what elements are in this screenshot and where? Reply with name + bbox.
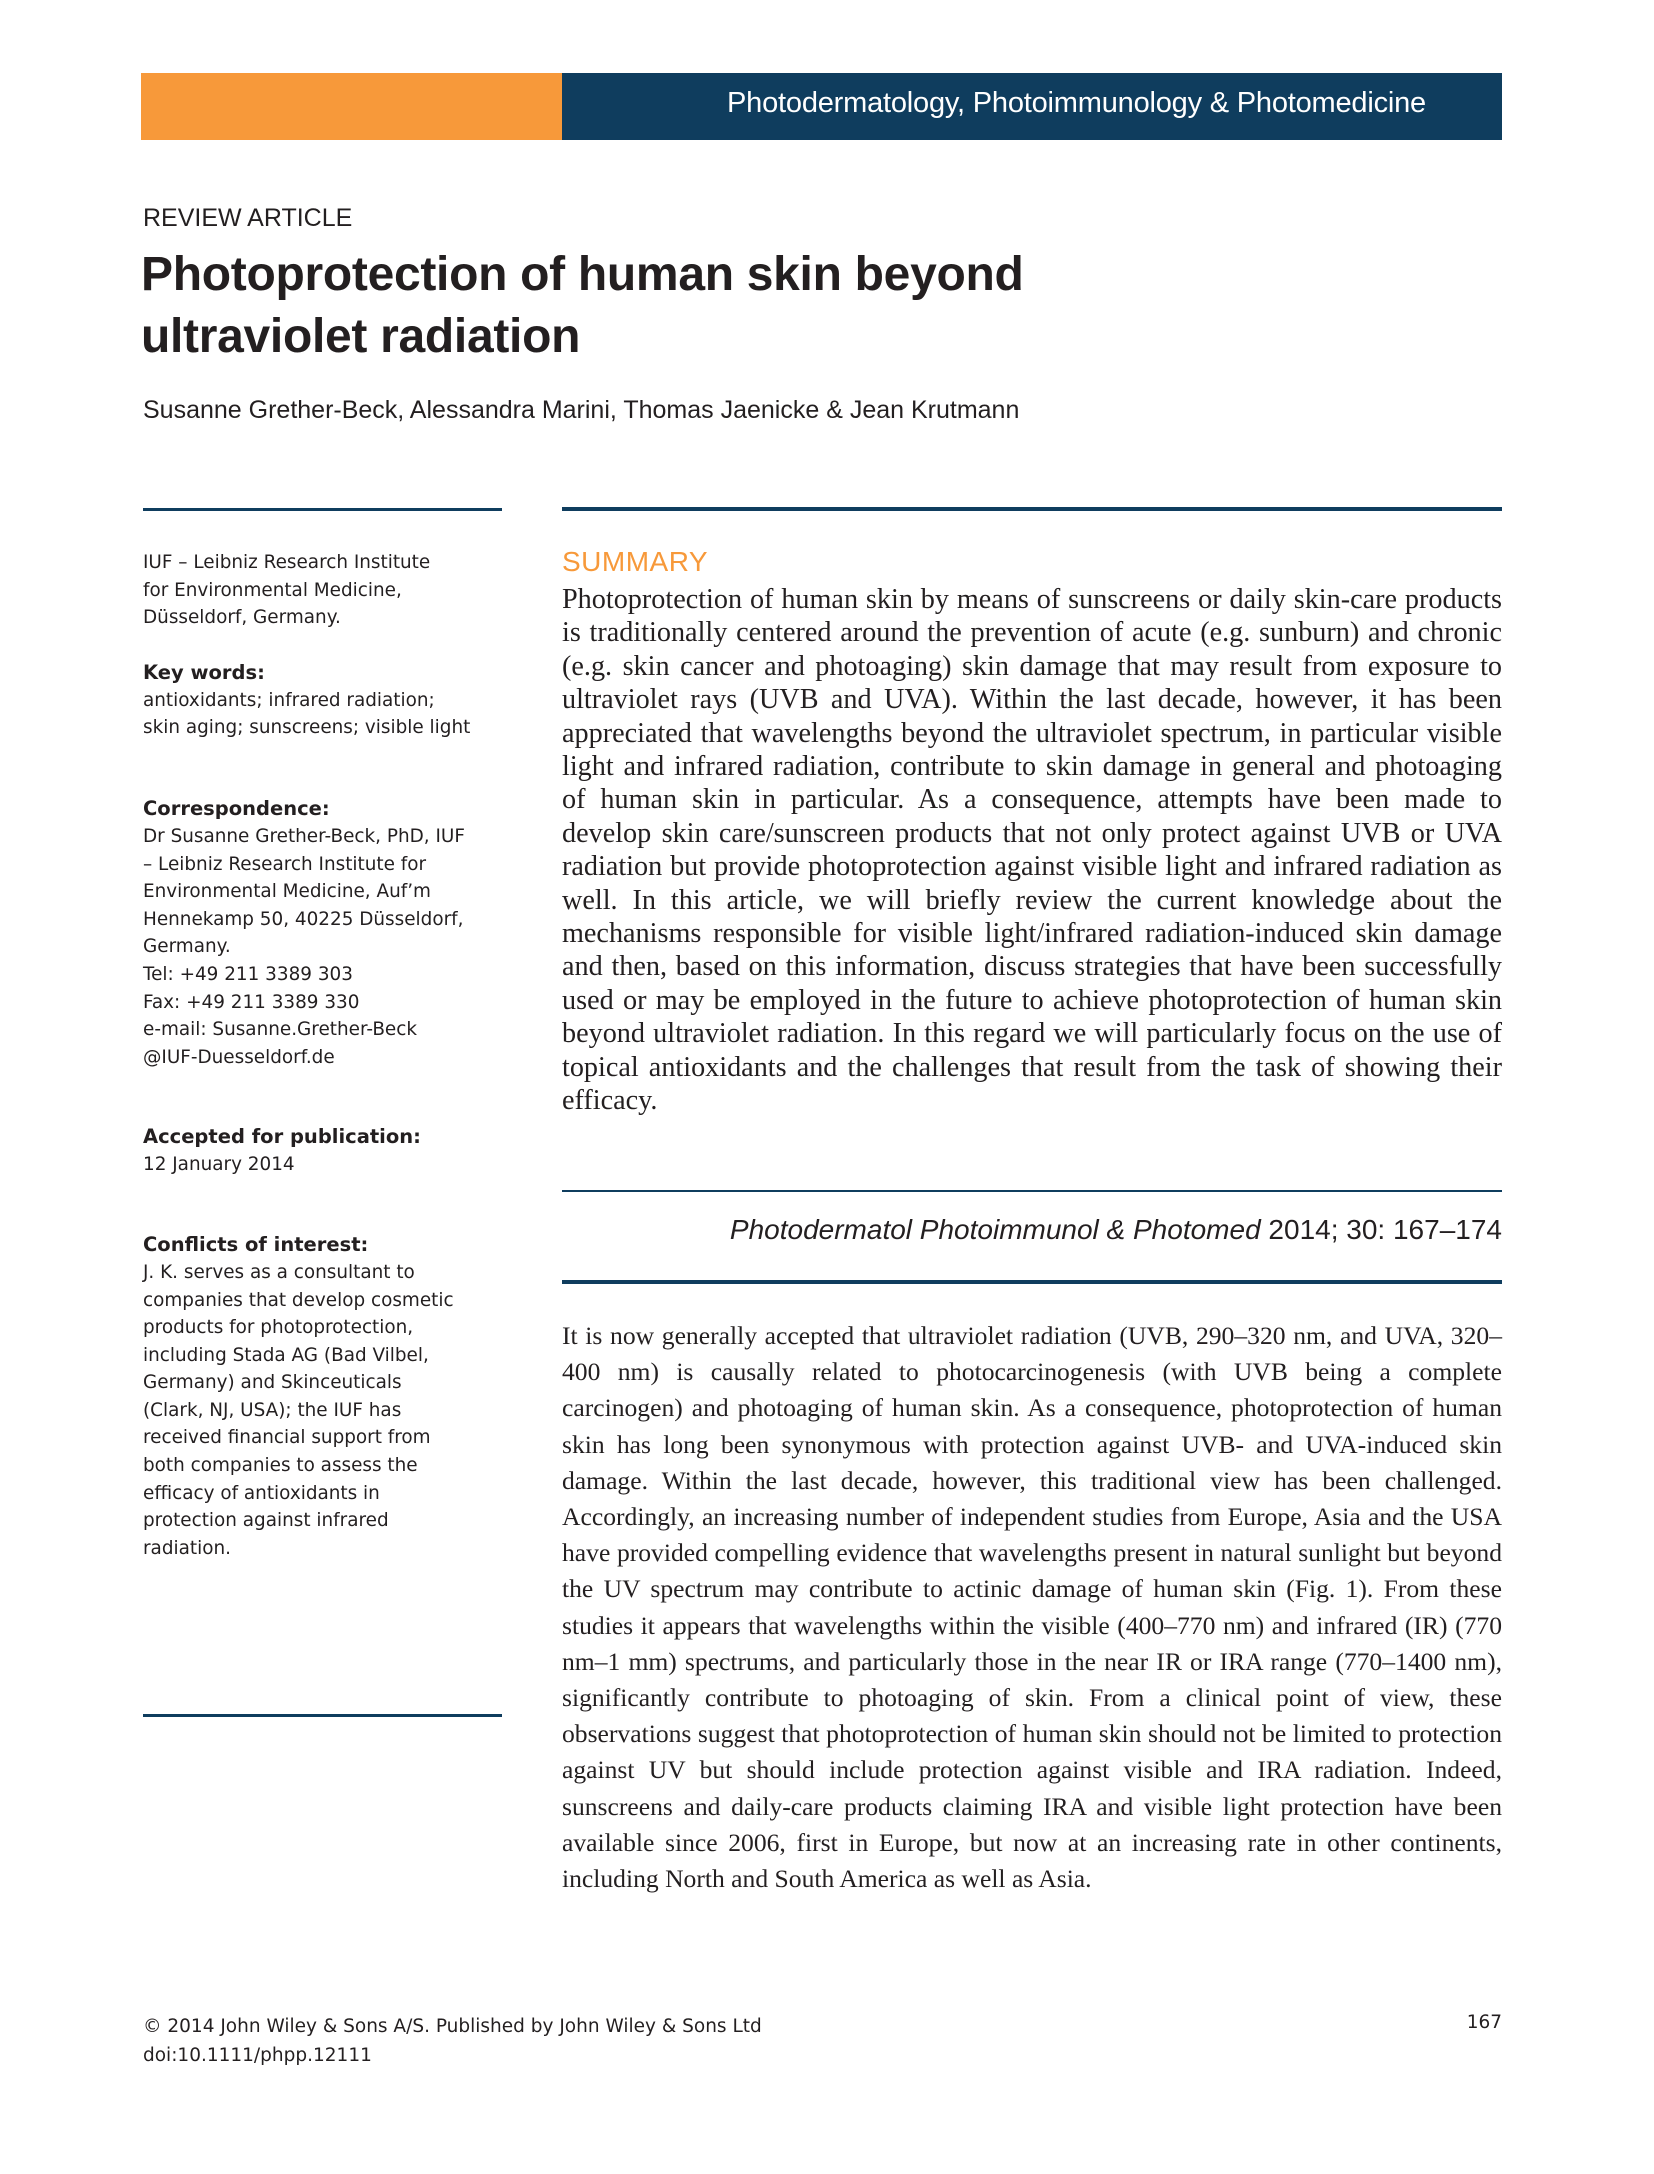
author-list: Susanne Grether-Beck, Alessandra Marini, Thomas Jaenicke & Jean Krutmann (143, 396, 1020, 424)
affiliation-line: IUF – Leibniz Research Institute (143, 552, 431, 573)
keywords-section (143, 659, 508, 742)
conflicts-line: products for photoprotection, (143, 1317, 414, 1339)
accepted-section (143, 1123, 508, 1179)
conflicts-line: efficacy of antioxidants in (143, 1482, 380, 1504)
citation (562, 1214, 1502, 1246)
journal-bar-title-block (562, 73, 1502, 140)
body-paragraph: It is now generally accepted that ultraviolet radiation (UVB, 290–320 nm, and UVA, 320–400 nm) is causally related to photocarcinogenesis (with UVB being a complete carcinogen) and photoaging of human skin. As a consequence, photoprotection of human skin has long been synonymous with protection against UVB- and UVA-induced skin damage. Within the last decade, however, this traditional view has been challenged. Accordingly, an increasing number of independent studies from Europe, Asia and the USA have provided compelling evidence that wavelengths present in natural sunlight but beyond the UV spectrum may contribute to actinic damage of human skin (Fig. 1). From these studies it appears that wavelengths within the visible (400–770 nm) and infrared (IR) (770 nm–1 mm) spectrums, and particularly those in the near IR or IRA range (770–1400 nm), significantly contribute to photoaging of skin. From a clinical point of view, these observations suggest that photoprotection of human skin should not be limited to protection against UV but should include protection against visible and IRA radiation. Indeed, sunscreens and daily-care products claiming IRA and visible light protection have been available since 2006, first in Europe, but now at an increasing rate in other continents, including North and South America as well as Asia. (562, 1321, 1502, 1894)
footer (143, 2012, 762, 2070)
conflicts-line: received financial support from (143, 1427, 431, 1449)
accepted-heading: Accepted for publication: (143, 1125, 421, 1149)
correspondence-fax: Fax: +49 211 3389 330 (143, 991, 360, 1013)
keywords-line: skin aging; sunscreens; visible light (143, 717, 471, 739)
article-title (141, 244, 1024, 368)
citation-journal: Photodermatol Photoimmunol & Photomed (729, 1214, 1261, 1245)
conflicts-line: including Stada AG (Bad Vilbel, (143, 1344, 429, 1366)
correspondence-line: Germany. (143, 936, 231, 958)
conflicts-heading: Conflicts of interest: (143, 1232, 369, 1256)
conflicts-line: J. K. serves as a consultant to (143, 1261, 415, 1283)
correspondence-line: Hennekamp 50, 40225 Düsseldorf, (143, 908, 464, 930)
correspondence-heading: Correspondence: (143, 796, 330, 820)
summary-top-rule (562, 507, 1502, 511)
article-title-line: Photoprotection of human skin beyond (141, 248, 1024, 301)
summary-bottom-rule (562, 1190, 1502, 1192)
journal-name: Photodermatology, Photoimmunology & Photomedicine (727, 87, 1426, 119)
correspondence-line: Dr Susanne Grether-Beck, PhD, IUF (143, 825, 465, 847)
copyright: © 2014 John Wiley & Sons A/S. Published by John Wiley & Sons Ltd (143, 2016, 762, 2037)
article-title-line: ultraviolet radiation (141, 310, 581, 363)
conflicts-line: Germany) and Skinceuticals (143, 1372, 402, 1394)
correspondence-line: – Leibniz Research Institute for (143, 853, 427, 875)
conflicts-line: protection against infrared (143, 1510, 389, 1532)
doi-link[interactable]: doi:10.1111/phpp.12111 (143, 2045, 372, 2066)
sidebar-bottom-rule (143, 1714, 502, 1717)
summary-text: Photoprotection of human skin by means of sunscreens or daily skin-care products is traditionally centered around the prevention of acute (e.g. sunburn) and chronic (e.g. skin cancer and photoaging) skin damage that may result from exposure to ultraviolet rays (UVB and UVA). Within the last decade, however, it has been appreciated that wavelengths beyond the ultraviolet spectrum, in particular visible light and infrared radiation, contribute to skin damage in general and photoaging of human skin in particular. As a consequence, attempts have been made to develop skin care/sunscreen products that not only protect against UVB or UVA radiation but provide photoprotection against visible light and infrared radiation as well. In this article, we will briefly review the current knowledge about the mechanisms responsible for visible light/infrared radiation-induced skin damage and then, based on this information, discuss strategies that have been successfully used or may be employed in the future to achieve photoprotection of human skin beyond ultraviolet radiation. In this regard we will particularly focus on the use of topical antioxidants and the challenges that result from the task of showing their efficacy. (562, 584, 1502, 1117)
affiliation (143, 549, 508, 632)
conflicts-line: both companies to assess the (143, 1455, 418, 1477)
summary-heading: SUMMARY (562, 546, 709, 577)
accepted-date: 12 January 2014 (143, 1154, 295, 1176)
keywords-line: antioxidants; infrared radiation; (143, 689, 435, 711)
journal-bar-accent (141, 73, 562, 140)
conflicts-line: radiation. (143, 1537, 231, 1559)
sidebar (143, 549, 508, 1562)
correspondence-section (143, 795, 508, 1071)
correspondence-phone: Tel: +49 211 3389 303 (143, 963, 353, 985)
correspondence-email[interactable]: e-mail: Susanne.Grether-Beck (143, 1019, 418, 1041)
correspondence-email[interactable]: @IUF-Duesseldorf.de (143, 1046, 335, 1068)
citation-bottom-rule (562, 1280, 1502, 1284)
affiliation-line: Düsseldorf, Germany. (143, 607, 341, 629)
keywords-heading: Key words: (143, 660, 265, 684)
sidebar-top-rule (143, 508, 502, 511)
conflicts-line: companies that develop cosmetic (143, 1289, 454, 1311)
correspondence-line: Environmental Medicine, Auf’m (143, 881, 431, 903)
page-number: 167 (1466, 2012, 1502, 2033)
journal-header-bar (141, 73, 1502, 140)
affiliation-line: for Environmental Medicine, (143, 579, 402, 601)
conflicts-section (143, 1231, 508, 1563)
conflicts-line: (Clark, NJ, USA); the IUF has (143, 1399, 402, 1421)
article-type: REVIEW ARTICLE (143, 204, 353, 232)
citation-details: 2014; 30: 167–174 (1260, 1214, 1502, 1245)
